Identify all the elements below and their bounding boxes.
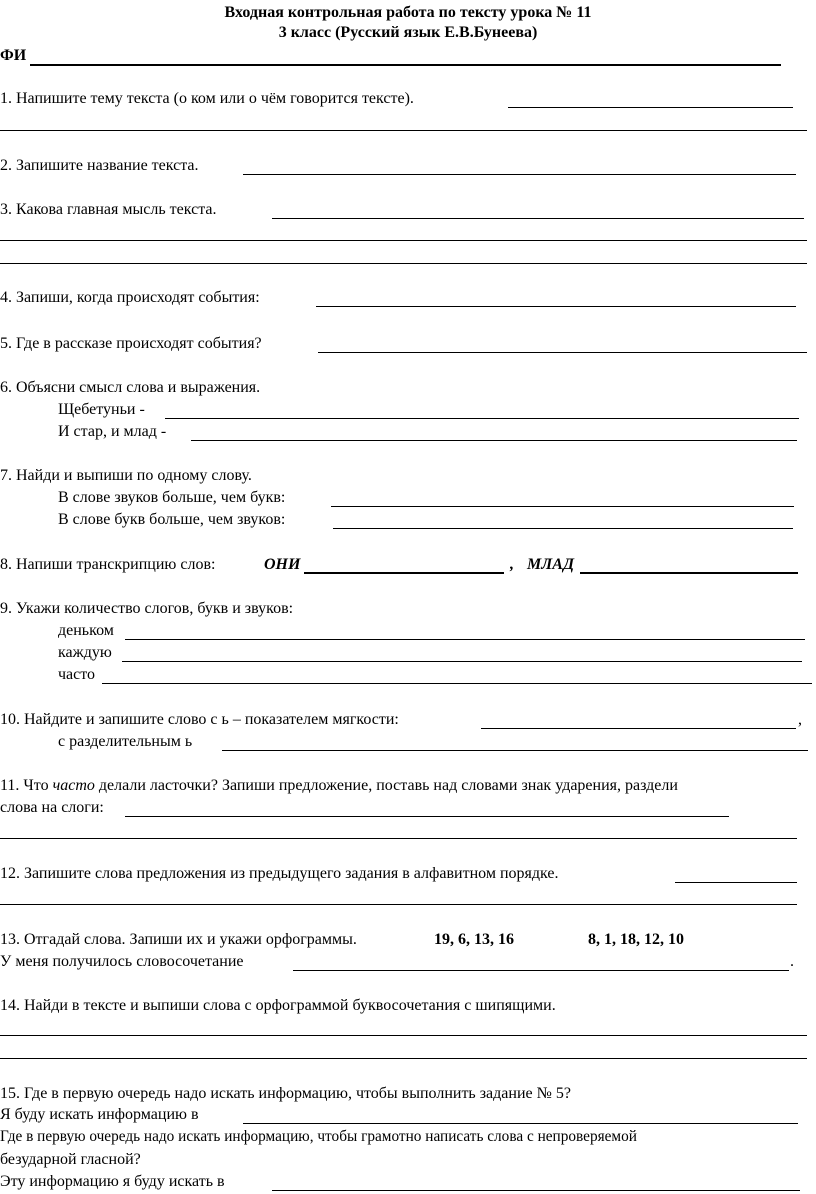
question-10: 10. Найдите и запишите слово с ь – показателем мягкости: <box>0 711 399 728</box>
question-8: 8. Напиши транскрипцию слов: <box>0 556 216 573</box>
question-4: 4. Запиши, когда происходят события: <box>0 289 260 306</box>
answer-line-q9-b[interactable] <box>122 661 802 662</box>
question-11-start: 11. Что <box>0 777 49 794</box>
question-15-item-d: Эту информацию я буду искать в <box>0 1173 225 1190</box>
question-12: 12. Запишите слова предложения из предыдущего задания в алфавитном порядке. <box>0 865 559 882</box>
question-13-numbers-1: 19, 6, 13, 16 <box>434 931 514 948</box>
answer-line-q11-a[interactable] <box>125 816 729 817</box>
question-11-rest: делали ласточки? Запиши предложение, поставь над словами знак ударения, раздели <box>98 777 678 794</box>
answer-line-q9-a[interactable] <box>125 639 805 640</box>
question-9-word-a: деньком <box>58 622 114 639</box>
question-8-word-2: МЛАД <box>527 556 575 573</box>
question-11-line-2: слова на слоги: <box>0 799 104 816</box>
question-9-word-c: часто <box>58 666 96 683</box>
answer-line-q11-b[interactable] <box>0 838 797 839</box>
question-6-item-a: Щебетуньи - <box>58 401 145 418</box>
question-11 <box>0 777 678 795</box>
question-7-item-b: В слове букв больше, чем звуков: <box>58 511 286 528</box>
question-8-comma: , <box>510 556 514 573</box>
question-1: 1. Напишите тему текста (о ком или о чём говорится тексте). <box>0 90 414 107</box>
answer-line-q9-c[interactable] <box>102 683 812 684</box>
title-line-1: Входная контрольная работа по тексту урока № 11 <box>224 4 592 21</box>
question-7-item-a: В слове звуков больше, чем букв: <box>58 489 286 506</box>
fi-answer-line[interactable] <box>30 64 781 66</box>
answer-line-q15-a[interactable] <box>243 1123 798 1124</box>
question-14: 14. Найди в тексте и выпиши слова с орфограммой буквосочетания с шипящими. <box>0 997 556 1014</box>
answer-line-q3-a[interactable] <box>272 218 804 219</box>
answer-line-q7-a[interactable] <box>331 506 794 507</box>
question-5: 5. Где в рассказе происходят события? <box>0 335 262 352</box>
answer-line-q8-b[interactable] <box>580 572 798 574</box>
answer-line-q3-b[interactable] <box>0 240 807 241</box>
question-3: 3. Какова главная мысль текста. <box>0 201 217 218</box>
answer-line-q6-a[interactable] <box>165 418 799 419</box>
question-13: 13. Отгадай слова. Запиши их и укажи орфограммы. <box>0 931 357 948</box>
question-6: 6. Объясни смысл слова и выражения. <box>0 379 261 396</box>
title-line-2: 3 класс (Русский язык Е.В.Бунеева) <box>278 24 538 41</box>
question-15: 15. Где в первую очередь надо искать информацию, чтобы выполнить задание № 5? <box>0 1085 571 1102</box>
question-10-item-b: с разделительным ь <box>58 733 193 750</box>
question-8-word-1: ОНИ <box>264 556 301 573</box>
answer-line-q8-a[interactable] <box>304 572 504 574</box>
question-13-line-2: У меня получилось словосочетание <box>0 953 244 970</box>
question-13-numbers-2: 8, 1, 18, 12, 10 <box>588 931 684 948</box>
answer-line-q4[interactable] <box>316 306 796 307</box>
answer-line-q14-a[interactable] <box>0 1035 807 1036</box>
question-15-item-a: Я буду искать информацию в <box>0 1106 199 1123</box>
question-7: 7. Найди и выпиши по одному слову. <box>0 467 252 484</box>
question-11-italic-word: часто <box>52 777 95 794</box>
answer-line-q1-b[interactable] <box>0 130 807 131</box>
answer-line-q3-c[interactable] <box>0 263 807 264</box>
answer-line-q5[interactable] <box>318 352 807 353</box>
question-13-period: . <box>790 953 794 970</box>
question-10-comma: , <box>798 711 802 728</box>
answer-line-q12-b[interactable] <box>0 904 797 905</box>
question-2: 2. Запишите название текста. <box>0 157 199 174</box>
answer-line-q1-a[interactable] <box>508 107 793 108</box>
fi-label: ФИ <box>0 47 27 64</box>
question-6-item-b: И стар, и млад - <box>58 423 167 440</box>
answer-line-q7-b[interactable] <box>333 528 793 529</box>
answer-line-q2[interactable] <box>243 174 796 175</box>
answer-line-q14-b[interactable] <box>0 1058 807 1059</box>
answer-line-q10-b[interactable] <box>222 750 808 751</box>
answer-line-q13[interactable] <box>293 970 789 971</box>
question-9: 9. Укажи количество слогов, букв и звуков: <box>0 600 294 617</box>
answer-line-q10-a[interactable] <box>481 728 796 729</box>
answer-line-q15-d[interactable] <box>272 1190 800 1191</box>
question-15-item-b: Где в первую очередь надо искать информацию, чтобы грамотно написать слова с непроверяемой <box>0 1128 637 1145</box>
answer-line-q12-a[interactable] <box>675 882 797 883</box>
question-9-word-b: каждую <box>58 644 112 661</box>
answer-line-q6-b[interactable] <box>191 440 797 441</box>
question-15-item-c: безударной гласной? <box>0 1151 141 1168</box>
